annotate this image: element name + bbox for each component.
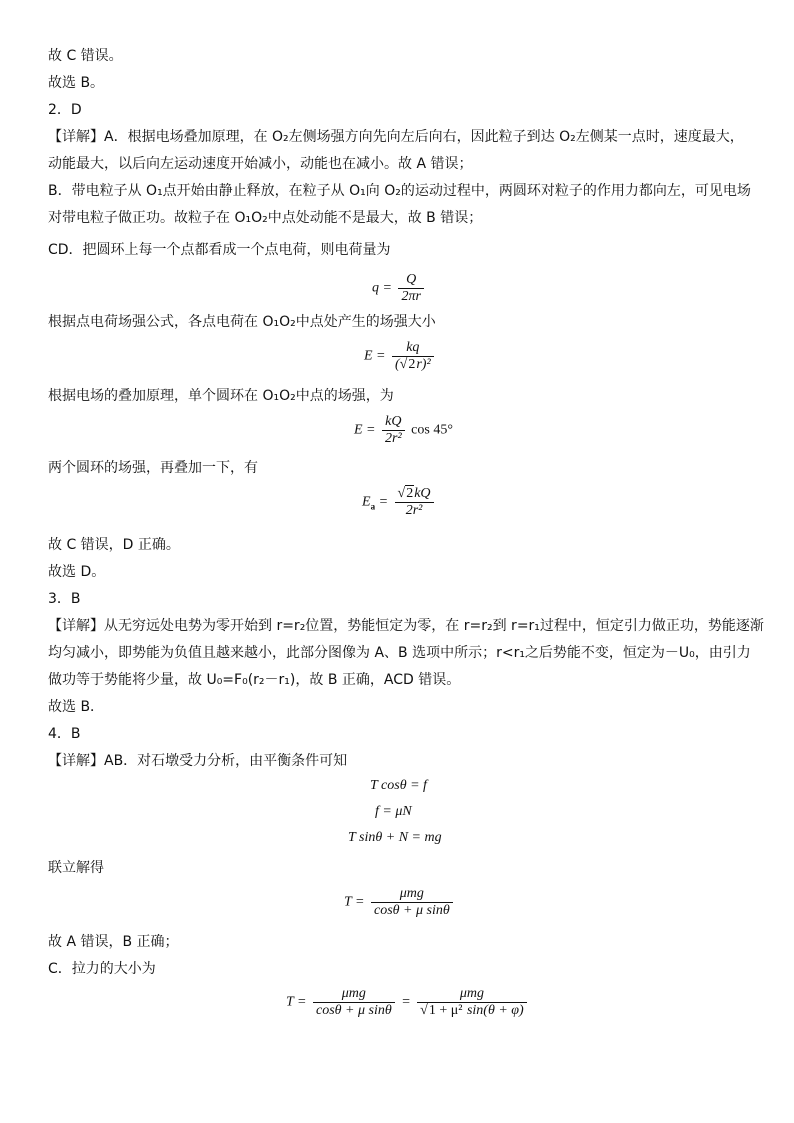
eq-sign: = bbox=[375, 494, 389, 510]
fraction-numerator: Q bbox=[406, 272, 417, 287]
text-line: B．带电粒子从 O₁点开始由静止释放，在粒子从 O₁向 O₂的运动过程中，两圆环对粒子的作用力都向左，可见电场 bbox=[48, 183, 751, 199]
text-line: 联立解得 bbox=[48, 860, 104, 876]
fraction bbox=[417, 986, 527, 1019]
eq-lhs: q = bbox=[372, 280, 392, 296]
fraction-numerator: μmg bbox=[341, 986, 366, 1001]
fraction-numerator: μmg bbox=[399, 886, 424, 901]
fraction-denominator: 2r² bbox=[395, 502, 434, 519]
sqrt-sign: √ bbox=[397, 486, 406, 501]
den-suffix: sin(θ + φ) bbox=[466, 1003, 524, 1018]
equation-balance-2: f = μN bbox=[375, 804, 412, 819]
fraction-numerator: μmg bbox=[459, 986, 484, 1001]
equation-tension-magnitude bbox=[286, 986, 530, 1019]
den-suffix: r)² bbox=[416, 357, 431, 372]
equation-balance-1: T cosθ = f bbox=[370, 778, 427, 793]
eq-lhs: E = bbox=[364, 348, 386, 364]
fraction-numerator bbox=[395, 486, 434, 502]
text-line: 故 C 错误，D 正确。 bbox=[48, 537, 180, 553]
fraction bbox=[398, 272, 423, 305]
text-line: 3．B bbox=[48, 591, 81, 607]
radicand: 2 bbox=[408, 357, 416, 372]
text-line: C．拉力的大小为 bbox=[48, 961, 156, 977]
sqrt-sign: √ bbox=[399, 357, 408, 372]
fraction bbox=[382, 414, 405, 447]
text-line: 【详解】AB．对石墩受力分析，由平衡条件可知 bbox=[48, 753, 348, 769]
text-line: 故 A 错误，B 正确； bbox=[48, 934, 179, 950]
text-line: 做功等于势能将少量，故 U₀=F₀(r₂－r₁)，故 B 正确，ACD 错误。 bbox=[48, 672, 461, 688]
text-line: CD．把圆环上每一个点都看成一个点电荷，则电荷量为 bbox=[48, 242, 391, 258]
den-prefix: ( bbox=[395, 357, 400, 372]
text-line: 均匀减小，即势能为负值且越来越小，此部分图像为 A、B 选项中所示；r<r₁之后势能不变，恒定为－U₀，由引力 bbox=[48, 645, 751, 661]
text-line: 2．D bbox=[48, 102, 82, 118]
radicand: 2 bbox=[406, 486, 414, 501]
equation-total-field bbox=[362, 486, 437, 519]
equation-charge bbox=[372, 272, 427, 305]
text-line: 【详解】从无穷远处电势为零开始到 r=r₂位置，势能恒定为零，在 r=r₂到 r=r₁过程中，恒定引力做正功，势能逐渐 bbox=[48, 618, 764, 634]
fraction bbox=[392, 340, 434, 373]
fraction-denominator: cosθ + μ sinθ bbox=[313, 1002, 395, 1019]
sqrt-sign: √ bbox=[420, 1003, 428, 1018]
fraction-denominator: 2πr bbox=[398, 288, 423, 305]
text-line: 动能最大，以后向左运动速度开始减小，动能也在减小。故 A 错误； bbox=[48, 156, 473, 172]
fraction-denominator bbox=[417, 1002, 527, 1019]
eq-lhs: T = bbox=[344, 894, 365, 910]
text-line: 【详解】A．根据电场叠加原理，在 O₂左侧场强方向先向左后向右，因此粒子到达 O₂左侧某一点时，速度最大， bbox=[48, 129, 744, 145]
equation-point-field bbox=[364, 340, 437, 373]
text-line: 两个圆环的场强，再叠加一下，有 bbox=[48, 460, 258, 476]
text-line: 故选 B． bbox=[48, 699, 105, 715]
fraction-denominator: cosθ + μ sinθ bbox=[371, 902, 453, 919]
fraction bbox=[371, 886, 453, 919]
eq-lhs: T = bbox=[286, 994, 307, 1010]
fraction-denominator bbox=[392, 356, 434, 373]
fraction bbox=[395, 486, 434, 519]
num-suffix: kQ bbox=[414, 486, 431, 501]
text-line: 对带电粒子做正功。故粒子在 O₁O₂中点处动能不是最大，故 B 错误； bbox=[48, 210, 483, 226]
fraction-numerator: kq bbox=[406, 340, 420, 355]
fraction-denominator: 2r² bbox=[382, 430, 405, 447]
text-line: 根据电场的叠加原理，单个圆环在 O₁O₂中点的场强，为 bbox=[48, 388, 394, 404]
text-line: 根据点电荷场强公式，各点电荷在 O₁O₂中点处产生的场强大小 bbox=[48, 314, 436, 330]
text-line: 故选 D。 bbox=[48, 564, 106, 580]
eq-lhs: E bbox=[362, 494, 371, 510]
text-line: 4．B bbox=[48, 726, 81, 742]
eq-sign: = bbox=[401, 994, 411, 1010]
fraction bbox=[313, 986, 395, 1019]
fraction-numerator: kQ bbox=[385, 414, 402, 429]
equation-ring-field bbox=[354, 414, 453, 447]
text-line: 故选 B。 bbox=[48, 75, 105, 91]
equation-tension bbox=[344, 886, 456, 919]
equation-balance-3: T sinθ + N = mg bbox=[348, 830, 442, 845]
eq-tail: cos 45° bbox=[411, 422, 453, 438]
eq-lhs-subscript: a bbox=[370, 501, 376, 512]
radicand: 1 + μ² bbox=[428, 1003, 463, 1018]
eq-lhs: E = bbox=[354, 422, 376, 438]
text-line: 故 C 错误。 bbox=[48, 48, 123, 64]
